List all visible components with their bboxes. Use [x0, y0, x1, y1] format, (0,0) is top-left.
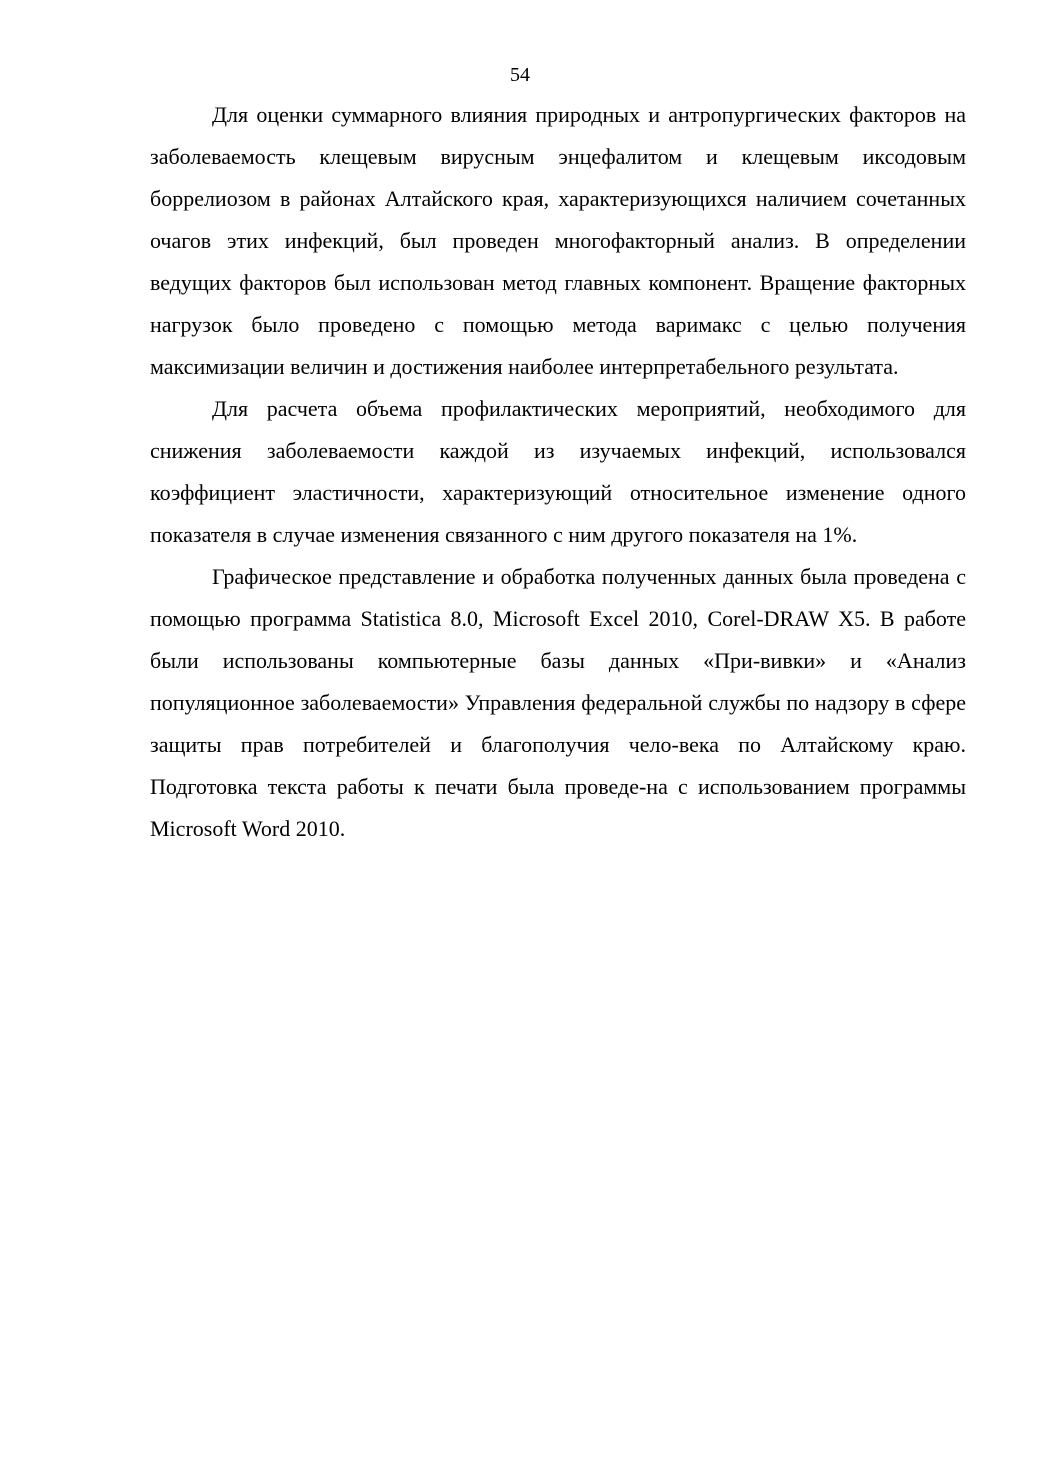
- paragraph-software: Графическое представление и обработка полученных данных была проведена с помощью программа Statistica 8.0, Microsoft Excel 2010, Corel-DRAW X5. В работе были использованы компьютерные базы данных «При-вивки» и «Анализ популяционное заболеваемости» Управления федеральной службы по надзору в сфере защиты прав потребителей и благополучия чело-века по Алтайскому краю. Подготовка текста работы к печати была проведе-на с использованием программы Microsoft Word 2010.: [150, 564, 966, 841]
- document-body: [150, 94, 966, 850]
- paragraph-elasticity: Для расчета объема профилактических мероприятий, необходимого для снижения заболеваемости каждой из изучаемых инфекций, использовался коэффициент эластичности, характеризующий относительное изменение одного показателя в случае изменения связанного с ним другого показателя на 1%.: [150, 396, 966, 547]
- page-number: 54: [510, 64, 530, 86]
- paragraph-factor-analysis: Для оценки суммарного влияния природных и антропургических факторов на заболеваемость клещевым вирусным энцефалитом и клещевым иксодовым боррелиозом в районах Алтайского края, характеризующихся наличием сочетанных очагов этих инфекций, был проведен многофакторный анализ. В определении ведущих факторов был использован метод главных компонент. Вращение факторных нагрузок было проведено с помощью метода варимакс с целью получения максимизации величин и достижения наиболее интерпретабельного результата.: [150, 102, 966, 379]
